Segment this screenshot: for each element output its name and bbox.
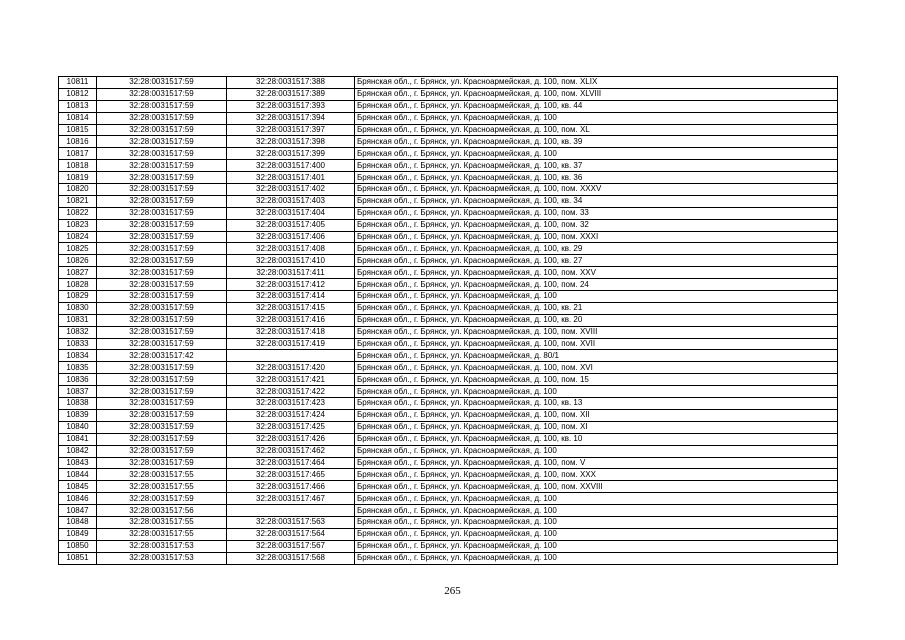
row-number-cell: 10843: [59, 457, 97, 469]
cadastral-number-cell: 32:28:0031517:465: [227, 469, 355, 481]
table-row: [59, 219, 838, 231]
cadastral-number-cell: 32:28:0031517:401: [227, 172, 355, 184]
address-cell: Брянская обл., г. Брянск, ул. Красноармейская, д. 100: [355, 493, 838, 505]
row-number-cell: 10830: [59, 302, 97, 314]
parent-cadastral-cell: 32:28:0031517:56: [97, 505, 227, 517]
table-row: [59, 516, 838, 528]
address-cell: Брянская обл., г. Брянск, ул. Красноармейская, д. 100: [355, 112, 838, 124]
cadastral-number-cell: 32:28:0031517:406: [227, 231, 355, 243]
row-number-cell: 10814: [59, 112, 97, 124]
cadastral-number-cell: 32:28:0031517:416: [227, 314, 355, 326]
cadastral-number-cell: 32:28:0031517:408: [227, 243, 355, 255]
parent-cadastral-cell: 32:28:0031517:42: [97, 350, 227, 362]
cadastral-number-cell: 32:28:0031517:418: [227, 326, 355, 338]
row-number-cell: 10833: [59, 338, 97, 350]
row-number-cell: 10823: [59, 219, 97, 231]
address-cell: Брянская обл., г. Брянск, ул. Красноармейская, д. 100, пом. XXVIII: [355, 481, 838, 493]
table-row: [59, 184, 838, 196]
address-cell: Брянская обл., г. Брянск, ул. Красноармейская, д. 100, кв. 29: [355, 243, 838, 255]
row-number-cell: 10840: [59, 421, 97, 433]
table-row: [59, 540, 838, 552]
address-cell: Брянская обл., г. Брянск, ул. Красноармейская, д. 100: [355, 291, 838, 303]
table-row: [59, 362, 838, 374]
address-cell: Брянская обл., г. Брянск, ул. Красноармейская, д. 100, кв. 10: [355, 433, 838, 445]
parent-cadastral-cell: 32:28:0031517:59: [97, 421, 227, 433]
address-cell: Брянская обл., г. Брянск, ул. Красноармейская, д. 100: [355, 505, 838, 517]
cadastral-number-cell: 32:28:0031517:426: [227, 433, 355, 445]
row-number-cell: 10829: [59, 291, 97, 303]
cadastral-number-cell: 32:28:0031517:420: [227, 362, 355, 374]
row-number-cell: 10824: [59, 231, 97, 243]
table-row: [59, 314, 838, 326]
cadastral-number-cell: 32:28:0031517:424: [227, 409, 355, 421]
address-cell: Брянская обл., г. Брянск, ул. Красноармейская, д. 100, пом. XI: [355, 421, 838, 433]
table-row: [59, 100, 838, 112]
row-number-cell: 10821: [59, 195, 97, 207]
parent-cadastral-cell: 32:28:0031517:53: [97, 540, 227, 552]
address-cell: Брянская обл., г. Брянск, ул. Красноармейская, д. 100: [355, 516, 838, 528]
table-row: [59, 338, 838, 350]
cadastral-number-cell: 32:28:0031517:466: [227, 481, 355, 493]
parent-cadastral-cell: 32:28:0031517:59: [97, 124, 227, 136]
row-number-cell: 10827: [59, 267, 97, 279]
cadastral-number-cell: 32:28:0031517:398: [227, 136, 355, 148]
parent-cadastral-cell: 32:28:0031517:59: [97, 291, 227, 303]
cadastral-number-cell: 32:28:0031517:410: [227, 255, 355, 267]
cadastral-number-cell: 32:28:0031517:464: [227, 457, 355, 469]
address-cell: Брянская обл., г. Брянск, ул. Красноармейская, д. 100, пом. XLIX: [355, 77, 838, 89]
row-number-cell: 10811: [59, 77, 97, 89]
address-cell: Брянская обл., г. Брянск, ул. Красноармейская, д. 100, пом. XLVIII: [355, 88, 838, 100]
parent-cadastral-cell: 32:28:0031517:59: [97, 112, 227, 124]
table-row: [59, 172, 838, 184]
table-row: [59, 433, 838, 445]
row-number-cell: 10850: [59, 540, 97, 552]
parent-cadastral-cell: 32:28:0031517:59: [97, 77, 227, 89]
parent-cadastral-cell: 32:28:0031517:59: [97, 195, 227, 207]
table-row: [59, 231, 838, 243]
table-row: [59, 469, 838, 481]
address-cell: Брянская обл., г. Брянск, ул. Красноармейская, д. 100, пом. 24: [355, 279, 838, 291]
address-cell: Брянская обл., г. Брянск, ул. Красноармейская, д. 100, пом. XL: [355, 124, 838, 136]
parent-cadastral-cell: 32:28:0031517:59: [97, 433, 227, 445]
table-row: [59, 136, 838, 148]
row-number-cell: 10832: [59, 326, 97, 338]
table-row: [59, 124, 838, 136]
table-row: [59, 291, 838, 303]
parent-cadastral-cell: 32:28:0031517:59: [97, 148, 227, 160]
cadastral-number-cell: 32:28:0031517:467: [227, 493, 355, 505]
address-cell: Брянская обл., г. Брянск, ул. Красноармейская, д. 100, кв. 44: [355, 100, 838, 112]
address-cell: Брянская обл., г. Брянск, ул. Красноармейская, д. 100, пом. XXXI: [355, 231, 838, 243]
row-number-cell: 10839: [59, 409, 97, 421]
address-cell: Брянская обл., г. Брянск, ул. Красноармейская, д. 100, пом. XVIII: [355, 326, 838, 338]
table-row: [59, 302, 838, 314]
parent-cadastral-cell: 32:28:0031517:59: [97, 409, 227, 421]
cadastral-number-cell: 32:28:0031517:405: [227, 219, 355, 231]
row-number-cell: 10817: [59, 148, 97, 160]
address-cell: Брянская обл., г. Брянск, ул. Красноармейская, д. 100, кв. 21: [355, 302, 838, 314]
table-row: [59, 112, 838, 124]
parent-cadastral-cell: 32:28:0031517:55: [97, 481, 227, 493]
cadastral-number-cell: 32:28:0031517:403: [227, 195, 355, 207]
cadastral-number-cell: 32:28:0031517:421: [227, 374, 355, 386]
row-number-cell: 10842: [59, 445, 97, 457]
cadastral-number-cell: [227, 350, 355, 362]
parent-cadastral-cell: 32:28:0031517:55: [97, 469, 227, 481]
address-cell: Брянская обл., г. Брянск, ул. Красноармейская, д. 100, пом. XXV: [355, 267, 838, 279]
table-row: [59, 77, 838, 89]
row-number-cell: 10818: [59, 160, 97, 172]
parent-cadastral-cell: 32:28:0031517:59: [97, 136, 227, 148]
cadastral-number-cell: 32:28:0031517:412: [227, 279, 355, 291]
row-number-cell: 10848: [59, 516, 97, 528]
row-number-cell: 10826: [59, 255, 97, 267]
row-number-cell: 10815: [59, 124, 97, 136]
address-cell: Брянская обл., г. Брянск, ул. Красноармейская, д. 80/1: [355, 350, 838, 362]
cadastral-number-cell: 32:28:0031517:400: [227, 160, 355, 172]
table-row: [59, 88, 838, 100]
table-row: [59, 552, 838, 564]
table-row: [59, 374, 838, 386]
table-row: [59, 493, 838, 505]
address-cell: Брянская обл., г. Брянск, ул. Красноармейская, д. 100: [355, 552, 838, 564]
table-row: [59, 528, 838, 540]
row-number-cell: 10844: [59, 469, 97, 481]
parent-cadastral-cell: 32:28:0031517:59: [97, 219, 227, 231]
table-body: [59, 77, 838, 565]
cadastral-number-cell: 32:28:0031517:394: [227, 112, 355, 124]
parent-cadastral-cell: 32:28:0031517:59: [97, 445, 227, 457]
parent-cadastral-cell: 32:28:0031517:59: [97, 338, 227, 350]
row-number-cell: 10834: [59, 350, 97, 362]
cadastral-number-cell: 32:28:0031517:397: [227, 124, 355, 136]
parent-cadastral-cell: 32:28:0031517:59: [97, 398, 227, 410]
row-number-cell: 10846: [59, 493, 97, 505]
parent-cadastral-cell: 32:28:0031517:59: [97, 374, 227, 386]
cadastral-number-cell: [227, 505, 355, 517]
row-number-cell: 10816: [59, 136, 97, 148]
row-number-cell: 10837: [59, 386, 97, 398]
row-number-cell: 10835: [59, 362, 97, 374]
cadastral-number-cell: 32:28:0031517:462: [227, 445, 355, 457]
table-row: [59, 255, 838, 267]
table-row: [59, 457, 838, 469]
row-number-cell: 10819: [59, 172, 97, 184]
cadastral-number-cell: 32:28:0031517:425: [227, 421, 355, 433]
parent-cadastral-cell: 32:28:0031517:59: [97, 172, 227, 184]
table-row: [59, 148, 838, 160]
address-cell: Брянская обл., г. Брянск, ул. Красноармейская, д. 100: [355, 540, 838, 552]
parent-cadastral-cell: 32:28:0031517:59: [97, 326, 227, 338]
address-cell: Брянская обл., г. Брянск, ул. Красноармейская, д. 100, кв. 27: [355, 255, 838, 267]
table-row: [59, 505, 838, 517]
table-row: [59, 409, 838, 421]
table-row: [59, 421, 838, 433]
cadastral-number-cell: 32:28:0031517:393: [227, 100, 355, 112]
cadastral-number-cell: 32:28:0031517:402: [227, 184, 355, 196]
parent-cadastral-cell: 32:28:0031517:59: [97, 457, 227, 469]
address-cell: Брянская обл., г. Брянск, ул. Красноармейская, д. 100, кв. 36: [355, 172, 838, 184]
table-row: [59, 350, 838, 362]
parent-cadastral-cell: 32:28:0031517:59: [97, 493, 227, 505]
parent-cadastral-cell: 32:28:0031517:59: [97, 267, 227, 279]
cadastral-number-cell: 32:28:0031517:415: [227, 302, 355, 314]
parent-cadastral-cell: 32:28:0031517:59: [97, 279, 227, 291]
cadastral-number-cell: 32:28:0031517:568: [227, 552, 355, 564]
address-cell: Брянская обл., г. Брянск, ул. Красноармейская, д. 100: [355, 445, 838, 457]
row-number-cell: 10845: [59, 481, 97, 493]
cadastral-number-cell: 32:28:0031517:567: [227, 540, 355, 552]
row-number-cell: 10841: [59, 433, 97, 445]
page-number: 265: [444, 585, 461, 597]
row-number-cell: 10813: [59, 100, 97, 112]
address-cell: Брянская обл., г. Брянск, ул. Красноармейская, д. 100, пом. XVII: [355, 338, 838, 350]
row-number-cell: 10825: [59, 243, 97, 255]
cadastral-number-cell: 32:28:0031517:414: [227, 291, 355, 303]
address-cell: Брянская обл., г. Брянск, ул. Красноармейская, д. 100, пом. V: [355, 457, 838, 469]
parent-cadastral-cell: 32:28:0031517:59: [97, 231, 227, 243]
table-row: [59, 481, 838, 493]
cadastral-number-cell: 32:28:0031517:388: [227, 77, 355, 89]
address-cell: Брянская обл., г. Брянск, ул. Красноармейская, д. 100, кв. 13: [355, 398, 838, 410]
cadastral-number-cell: 32:28:0031517:419: [227, 338, 355, 350]
table-row: [59, 195, 838, 207]
address-cell: Брянская обл., г. Брянск, ул. Красноармейская, д. 100, кв. 34: [355, 195, 838, 207]
parent-cadastral-cell: 32:28:0031517:55: [97, 528, 227, 540]
parent-cadastral-cell: 32:28:0031517:59: [97, 184, 227, 196]
parent-cadastral-cell: 32:28:0031517:53: [97, 552, 227, 564]
address-cell: Брянская обл., г. Брянск, ул. Красноармейская, д. 100, пом. XVI: [355, 362, 838, 374]
row-number-cell: 10836: [59, 374, 97, 386]
address-cell: Брянская обл., г. Брянск, ул. Красноармейская, д. 100, пом. XII: [355, 409, 838, 421]
address-cell: Брянская обл., г. Брянск, ул. Красноармейская, д. 100, пом. XXXV: [355, 184, 838, 196]
cadastral-number-cell: 32:28:0031517:423: [227, 398, 355, 410]
parent-cadastral-cell: 32:28:0031517:59: [97, 314, 227, 326]
cadastral-number-cell: 32:28:0031517:422: [227, 386, 355, 398]
cadastral-number-cell: 32:28:0031517:404: [227, 207, 355, 219]
parent-cadastral-cell: 32:28:0031517:59: [97, 362, 227, 374]
address-cell: Брянская обл., г. Брянск, ул. Красноармейская, д. 100, пом. 32: [355, 219, 838, 231]
row-number-cell: 10849: [59, 528, 97, 540]
parent-cadastral-cell: 32:28:0031517:59: [97, 100, 227, 112]
parent-cadastral-cell: 32:28:0031517:59: [97, 386, 227, 398]
row-number-cell: 10812: [59, 88, 97, 100]
table-row: [59, 207, 838, 219]
address-cell: Брянская обл., г. Брянск, ул. Красноармейская, д. 100: [355, 148, 838, 160]
cadastral-number-cell: 32:28:0031517:563: [227, 516, 355, 528]
table-row: [59, 326, 838, 338]
cadastral-table: [58, 76, 838, 565]
cadastral-number-cell: 32:28:0031517:411: [227, 267, 355, 279]
cadastral-number-cell: 32:28:0031517:564: [227, 528, 355, 540]
row-number-cell: 10828: [59, 279, 97, 291]
row-number-cell: 10851: [59, 552, 97, 564]
address-cell: Брянская обл., г. Брянск, ул. Красноармейская, д. 100: [355, 528, 838, 540]
row-number-cell: 10838: [59, 398, 97, 410]
row-number-cell: 10822: [59, 207, 97, 219]
cadastral-number-cell: 32:28:0031517:399: [227, 148, 355, 160]
row-number-cell: 10847: [59, 505, 97, 517]
address-cell: Брянская обл., г. Брянск, ул. Красноармейская, д. 100: [355, 386, 838, 398]
row-number-cell: 10820: [59, 184, 97, 196]
address-cell: Брянская обл., г. Брянск, ул. Красноармейская, д. 100, кв. 20: [355, 314, 838, 326]
table-row: [59, 398, 838, 410]
address-cell: Брянская обл., г. Брянск, ул. Красноармейская, д. 100, пом. 15: [355, 374, 838, 386]
table-row: [59, 445, 838, 457]
parent-cadastral-cell: 32:28:0031517:59: [97, 243, 227, 255]
parent-cadastral-cell: 32:28:0031517:59: [97, 207, 227, 219]
parent-cadastral-cell: 32:28:0031517:55: [97, 516, 227, 528]
table-row: [59, 267, 838, 279]
table-row: [59, 243, 838, 255]
table-row: [59, 160, 838, 172]
parent-cadastral-cell: 32:28:0031517:59: [97, 302, 227, 314]
parent-cadastral-cell: 32:28:0031517:59: [97, 255, 227, 267]
cadastral-number-cell: 32:28:0031517:389: [227, 88, 355, 100]
address-cell: Брянская обл., г. Брянск, ул. Красноармейская, д. 100, пом. 33: [355, 207, 838, 219]
row-number-cell: 10831: [59, 314, 97, 326]
parent-cadastral-cell: 32:28:0031517:59: [97, 88, 227, 100]
address-cell: Брянская обл., г. Брянск, ул. Красноармейская, д. 100, пом. XXX: [355, 469, 838, 481]
address-cell: Брянская обл., г. Брянск, ул. Красноармейская, д. 100, кв. 37: [355, 160, 838, 172]
table-row: [59, 386, 838, 398]
address-cell: Брянская обл., г. Брянск, ул. Красноармейская, д. 100, кв. 39: [355, 136, 838, 148]
table-row: [59, 279, 838, 291]
parent-cadastral-cell: 32:28:0031517:59: [97, 160, 227, 172]
